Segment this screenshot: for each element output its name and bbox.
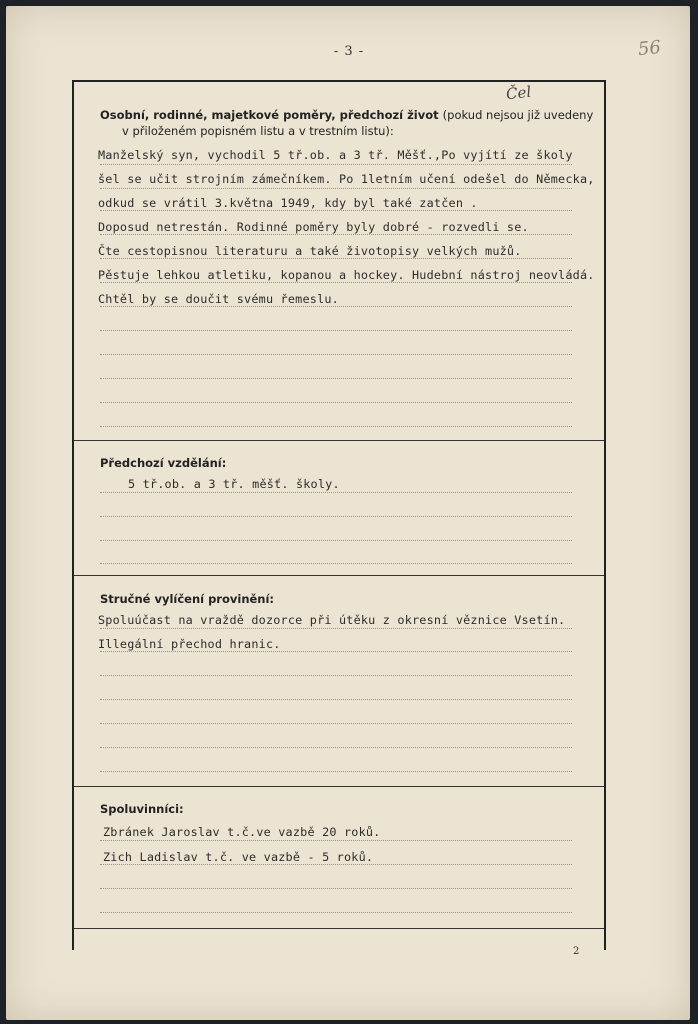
ruled-line: [100, 258, 572, 259]
ruled-line: [100, 426, 572, 427]
typed-line: Doposud netrestán. Rodinné poměry byly dobré - rozvedli se.: [98, 220, 529, 234]
ruled-line: [100, 378, 572, 379]
section-personal-heading: [100, 108, 593, 122]
ruled-line: [100, 912, 572, 913]
ruled-line: [100, 628, 572, 629]
ruled-line: [100, 282, 572, 283]
ruled-line: [100, 651, 572, 652]
section-offense-heading: Stručné vylíčení provinění:: [100, 592, 275, 606]
ruled-line: [100, 492, 572, 493]
section-divider: [74, 928, 604, 929]
ruled-line: [100, 330, 572, 331]
typed-line: Spoluúčast na vraždě dozorce při útěku z okresní věznice Vsetín.: [98, 613, 566, 627]
ruled-line: [100, 864, 572, 865]
section-divider: [74, 575, 604, 576]
section-personal-note: (pokud nejsou již uvedeny: [442, 108, 594, 122]
ruled-line: [100, 747, 572, 748]
typed-line: Chtěl by se doučit svému řemeslu.: [98, 292, 339, 306]
ruled-line: [100, 840, 572, 841]
ruled-line: [100, 234, 572, 235]
typed-line: odkud se vrátil 3.května 1949, kdy byl také zatčen .: [98, 196, 478, 210]
typed-line: Manželský syn, vychodil 5 tř.ob. a 3 tř. Měšť.,Po vyjítí ze školy: [98, 148, 573, 162]
ruled-line: [100, 516, 572, 517]
section-divider: [74, 786, 604, 787]
typed-line: Pěstuje lehkou atletiku, kopanou a hockey. Hudební nástroj neovládá.: [98, 268, 595, 282]
section-education-heading: Předchozí vzdělání:: [100, 456, 227, 470]
ruled-line: [100, 210, 572, 211]
folio-number: 56: [636, 36, 662, 61]
section-divider: [74, 440, 604, 441]
ruled-line: [100, 771, 572, 772]
ruled-line: [100, 540, 572, 541]
ruled-line: [100, 306, 572, 307]
ruled-line: [100, 188, 572, 189]
section-personal-title: Osobní, rodinné, majetkové poměry, předchozí život: [100, 108, 439, 122]
ruled-line: [100, 723, 572, 724]
typed-line: Illegální přechod hranic.: [98, 637, 281, 651]
typed-line: Čte cestopisnou literaturu a také životopisy velkých mužů.: [98, 244, 522, 258]
section-personal-note-cont: v přiloženém popisném listu a v trestním listu):: [122, 124, 394, 138]
ruled-line: [100, 402, 572, 403]
ruled-line: [100, 888, 572, 889]
ruled-line: [100, 563, 572, 564]
section-accomplices-heading: Spoluvinníci:: [100, 802, 184, 816]
typed-line: šel se učit strojním zámečníkem. Po 1letním učení odešel do Německa,: [98, 172, 595, 186]
typed-line: 5 tř.ob. a 3 tř. měšť. školy.: [128, 477, 340, 491]
typed-line: Zich Ladislav t.č. ve vazbě - 5 roků.: [103, 850, 374, 864]
typed-line: Zbránek Jaroslav t.č.ve vazbě 20 roků.: [103, 825, 381, 839]
handwritten-initials: Čel: [505, 82, 533, 104]
ruled-line: [100, 699, 572, 700]
ruled-line: [100, 675, 572, 676]
ruled-line: [100, 354, 572, 355]
ruled-line: [100, 164, 572, 165]
footer-number: 2: [573, 946, 580, 957]
page-number: - 3 -: [333, 44, 365, 59]
